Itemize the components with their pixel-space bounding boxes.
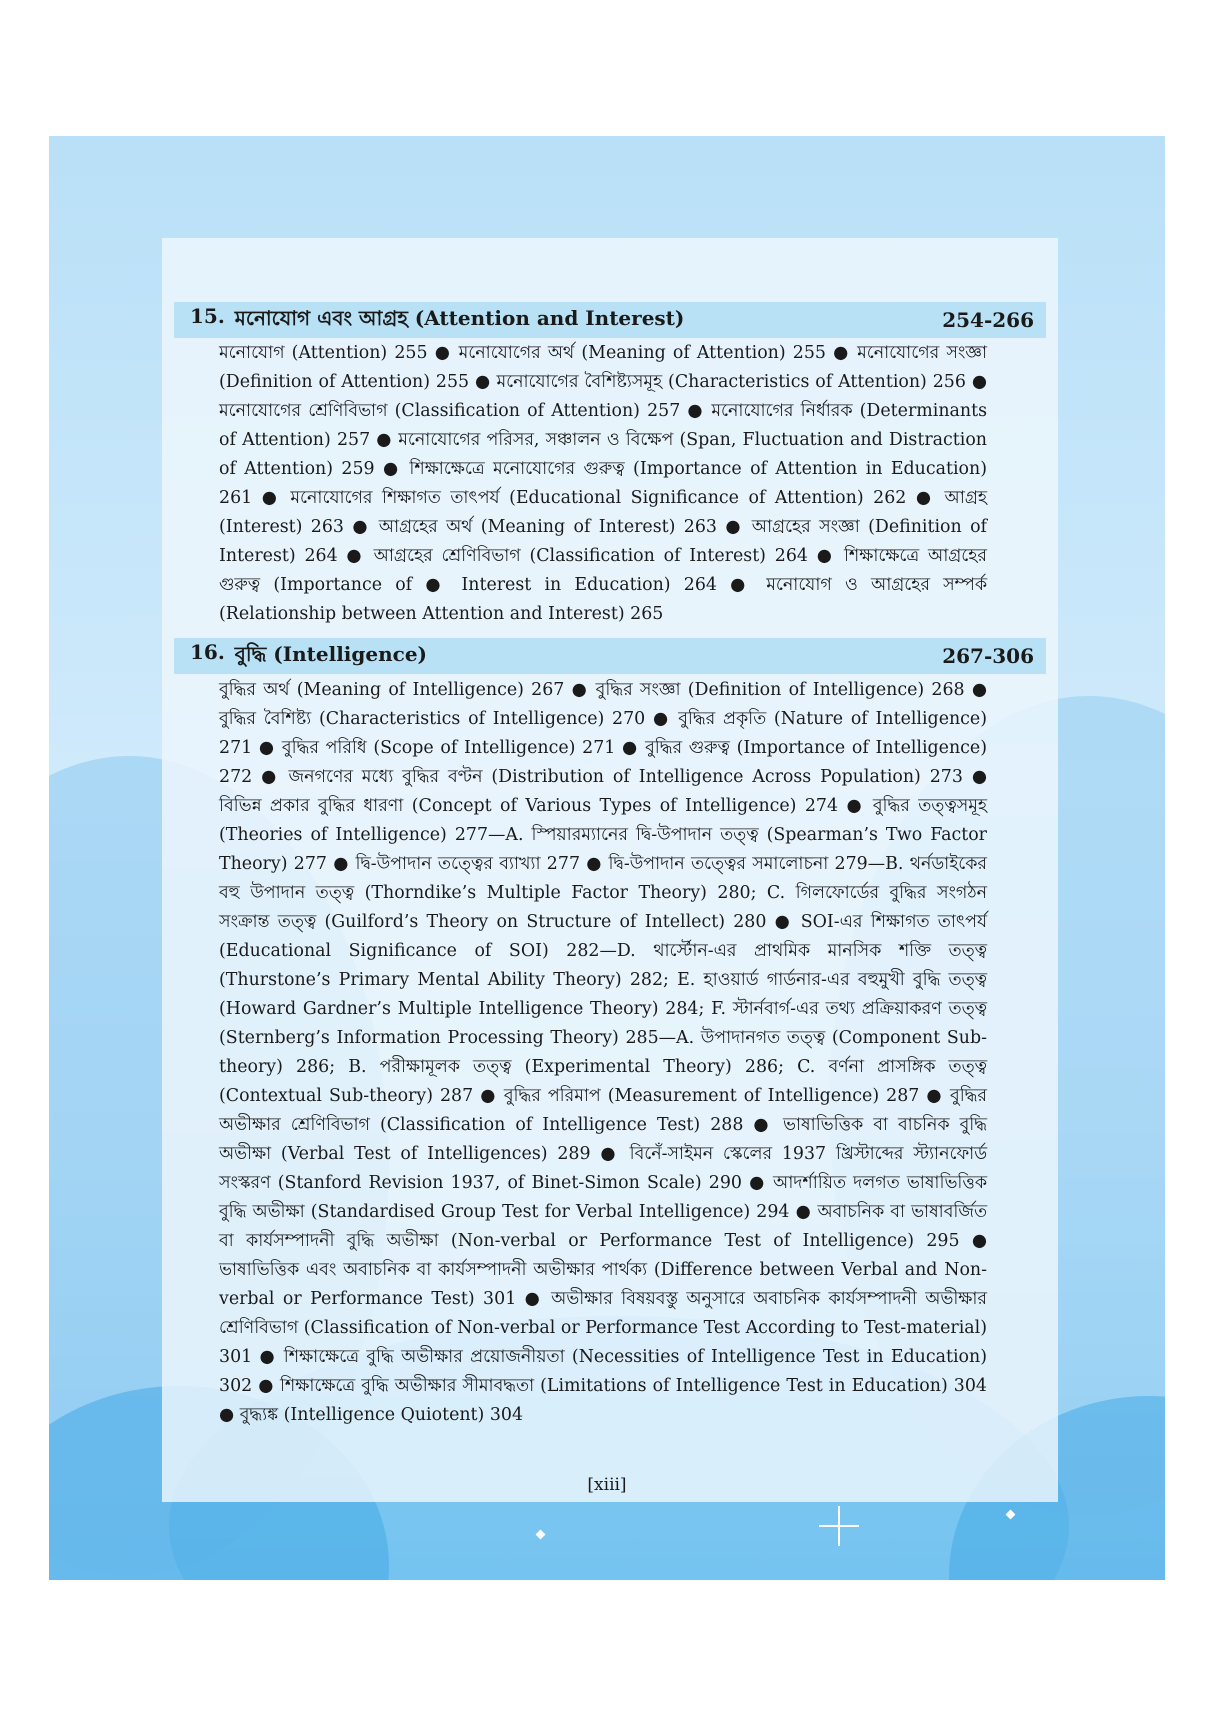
section-pages: 254-266: [942, 308, 1034, 332]
contents-page: [162, 238, 1058, 1502]
section-contents: মনোযোগ (Attention) 255 ● মনোযোগের অর্থ (Meaning of Attention) 255 ● মনোযোগের সংজ্ঞা (Definition of Attention) 255 ● মনোযোগের বৈশিষ্ট্যসমূহ (Characteristics of Attention) 256 ● মনোযোগের শ্রেণিবিভাগ (Classification of Attention) 257 ● মনোযোগের নির্ধারক (Determinants of Attention) 257 ● মনোযোগের পরিসর, সঞ্চালন ও বিক্ষেপ (Span, Fluctuation and Distraction of Attention) 259 ● শিক্ষাক্ষেত্রে মনোযোগের গুরুত্ব (Importance of Attention in Education) 261 ● মনোযোগের শিক্ষাগত তাৎপর্য (Educational Significance of Attention) 262 ● আগ্রহ (Interest) 263 ● আগ্রহের অর্থ (Meaning of Interest) 263 ● আগ্রহের সংজ্ঞা (Definition of Interest) 264 ● আগ্রহের শ্রেণিবিভাগ (Classification of Interest) 264 ● শিক্ষাক্ষেত্রে আগ্রহের গুরুত্ব (Importance of ● Interest in Education) 264 ● মনোযোগ ও আগ্রহের সম্পর্ক (Relationship between Attention and Interest) 265: [219, 343, 987, 624]
section-title: বুদ্ধি (Intelligence): [234, 641, 428, 666]
sparkle-plus-icon: [819, 1506, 859, 1546]
section-title: মনোযোগ এবং আগ্রহ (Attention and Interest): [234, 305, 685, 330]
section-contents: বুদ্ধির অর্থ (Meaning of Intelligence) 267 ● বুদ্ধির সংজ্ঞা (Definition of Intelligence) 268 ● বুদ্ধির বৈশিষ্ট্য (Characteristics of Intelligence) 270 ● বুদ্ধির প্রকৃতি (Nature of Intelligence) 271 ● বুদ্ধির পরিধি (Scope of Intelligence) 271 ● বুদ্ধির গুরুত্ব (Importance of Intelligence) 272 ● জনগণের মধ্যে বুদ্ধির বণ্টন (Distribution of Intelligence Across Population) 273 ● বিভিন্ন প্রকার বুদ্ধির ধারণা (Concept of Various Types of Intelligence) 274 ● বুদ্ধির তত্ত্বসমূহ (Theories of Intelligence) 277—A. স্পিয়ারম্যানের দ্বি-উপাদান তত্ত্ব (Spearman’s Two Factor Theory) 277 ● দ্বি-উপাদান তত্ত্বের ব্যাখ্যা 277 ● দ্বি-উপাদান তত্ত্বের সমালোচনা 279—B. থর্নডাইকের বহু উপাদান তত্ত্ব (Thorndike’s Multiple Factor Theory) 280; C. গিলফোর্ডের বুদ্ধির সংগঠন সংক্রান্ত তত্ত্ব (Guilford’s Theory on Structure of Intellect) 280 ● SOI-এর শিক্ষাগত তাৎপর্য (Educational Significance of SOI) 282—D. থার্স্টোন-এর প্রাথমিক মানসিক শক্তি তত্ত্ব (Thurstone’s Primary Mental Ability Theory) 282; E. হাওয়ার্ড গার্ডনার-এর বহুমুখী বুদ্ধি তত্ত্ব (Howard Gardner’s Multiple Intelligence Theory) 284; F. স্টার্নবার্গ-এর তথ্য প্রক্রিয়াকরণ তত্ত্ব (Sternberg’s Information Processing Theory) 285—A. উপাদানগত তত্ত্ব (Component Sub-theory) 286; B. পরীক্ষামূলক তত্ত্ব (Experimental Theory) 286; C. বর্ণনা প্রাসঙ্গিক তত্ত্ব (Contextual Sub-theory) 287 ● বুদ্ধির পরিমাপ (Measurement of Intelligence) 287 ● বুদ্ধির অভীক্ষার শ্রেণিবিভাগ (Classification of Intelligence Test) 288 ● ভাষাভিত্তিক বা বাচনিক বুদ্ধি অভীক্ষা (Verbal Test of Intelligences) 289 ● বিনেঁ-সাইমন স্কেলের 1937 খ্রিস্টাব্দের স্ট্যানফোর্ড সংস্করণ (Stanford Revision 1937, of Binet-Simon Scale) 290 ● আদর্শায়িত দলগত ভাষাভিত্তিক বুদ্ধি অভীক্ষা (Standardised Group Test for Verbal Intelligence) 294 ● অবাচনিক বা ভাষাবর্জিত বা কার্যসম্পাদনী বুদ্ধি অভীক্ষা (Non-verbal or Performance Test of Intelligence) 295 ● ভাষাভিত্তিক এবং অবাচনিক বা কার্যসম্পাদনী অভীক্ষার পার্থক্য (Difference between Verbal and Non-verbal or Performance Test) 301 ● অভীক্ষার বিষয়বস্তু অনুসারে অবাচনিক কার্যসম্পাদনী অভীক্ষার শ্রেণিবিভাগ (Classification of Non-verbal or Performance Test According to Test-material) 301 ● শিক্ষাক্ষেত্রে বুদ্ধি অভীক্ষার প্রয়োজনীয়তা (Necessities of Intelligence Test in Education) 302 ● শিক্ষাক্ষেত্রে বুদ্ধি অভীক্ষার সীমাবদ্ধতা (Limitations of Intelligence Test in Education) 304 ● বুদ্ধ্যঙ্ক (Intelligence Quiotent) 304: [219, 680, 987, 1425]
section-pages: 267-306: [942, 644, 1034, 668]
section-heading: [174, 638, 1046, 674]
section-number: 15.: [190, 303, 225, 328]
section-heading: [174, 302, 1046, 338]
page-number: [xiii]: [587, 1475, 627, 1495]
section-number: 16.: [190, 639, 225, 664]
